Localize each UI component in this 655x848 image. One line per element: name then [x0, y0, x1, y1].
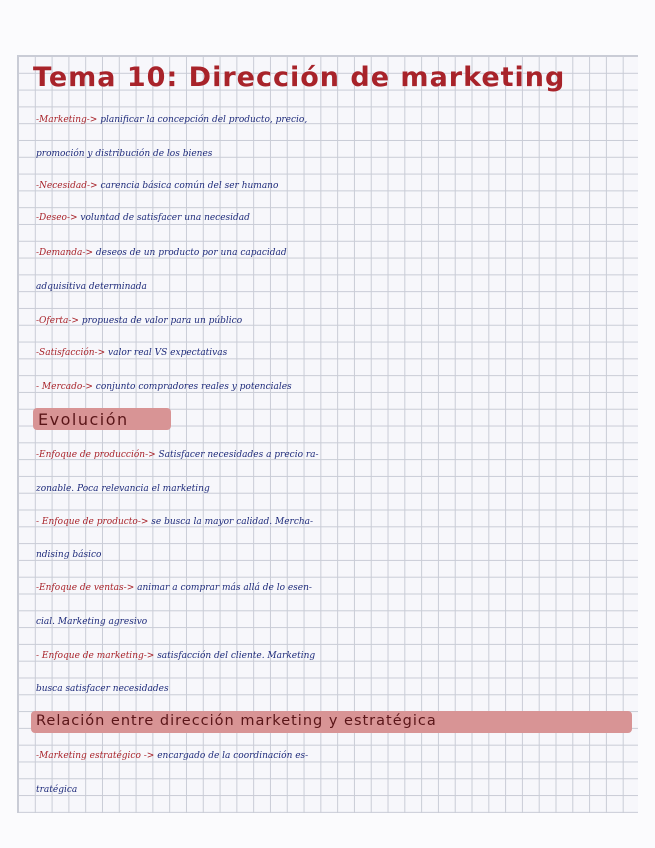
continuation: promoción y distribución de los bienes [36, 149, 213, 159]
page-title: Tema 10: Dirección de marketing [33, 62, 566, 93]
note-line [36, 679, 655, 699]
continuation: tratégica [36, 785, 78, 795]
grid-paper [17, 55, 638, 813]
note-line [36, 545, 655, 565]
section-heading-evolucion: Evolución [38, 410, 129, 429]
note-line [36, 479, 655, 499]
term: -Marketing estratégico -> [36, 751, 155, 761]
continuation: cial. Marketing agresivo [36, 617, 148, 627]
term: -Marketing-> [36, 115, 98, 125]
note-line [36, 311, 655, 331]
definition: carencia básica común del ser humano [97, 181, 279, 191]
note-line [36, 746, 655, 766]
note-line [36, 144, 655, 164]
term: - Enfoque de producto-> [36, 517, 149, 527]
definition: planificar la concepción del producto, precio, [97, 115, 308, 125]
definition: propuesta de valor para un público [78, 316, 243, 326]
note-line [36, 176, 655, 196]
continuation: zonable. Poca relevancia el marketing [36, 484, 210, 494]
continuation: busca satisfacer necesidades [36, 684, 169, 694]
term: - Mercado-> [36, 382, 93, 392]
definition: encargado de la coordinación es- [154, 751, 309, 761]
term: -Oferta-> [36, 316, 79, 326]
term: -Deseo-> [36, 213, 78, 223]
definition: deseos de un producto por una capacidad [93, 248, 287, 258]
term: - Enfoque de marketing-> [36, 651, 155, 661]
definition: satisfacción del cliente. Marketing [154, 651, 316, 661]
definition: voluntad de satisfacer una necesidad [77, 213, 250, 223]
definition: valor real VS expectativas [105, 348, 228, 358]
note-line [36, 277, 655, 297]
note-line [36, 512, 655, 532]
continuation: adquisitiva determinada [36, 282, 147, 292]
term: -Enfoque de producción-> [36, 450, 156, 460]
term: -Enfoque de ventas-> [36, 583, 135, 593]
note-line [36, 612, 655, 632]
note-line [36, 377, 655, 397]
definition: animar a comprar más allá de lo esen- [134, 583, 312, 593]
note-line [36, 780, 655, 800]
note-line [36, 208, 655, 228]
definition: Satisfacer necesidades a precio ra- [155, 450, 319, 460]
note-line [36, 243, 655, 263]
note-line [36, 578, 655, 598]
note-line [36, 343, 655, 363]
term: -Satisfacción-> [36, 348, 106, 358]
definition: conjunto compradores reales y potenciales [92, 382, 292, 392]
definition: se busca la mayor calidad. Mercha- [148, 517, 314, 527]
continuation: ndising básico [36, 550, 102, 560]
note-line [36, 445, 655, 465]
note-line [36, 646, 655, 666]
term: -Demanda-> [36, 248, 93, 258]
section-heading-relacion: Relación entre dirección marketing y estratégica [36, 713, 437, 729]
term: -Necesidad-> [36, 181, 98, 191]
note-line [36, 110, 655, 130]
